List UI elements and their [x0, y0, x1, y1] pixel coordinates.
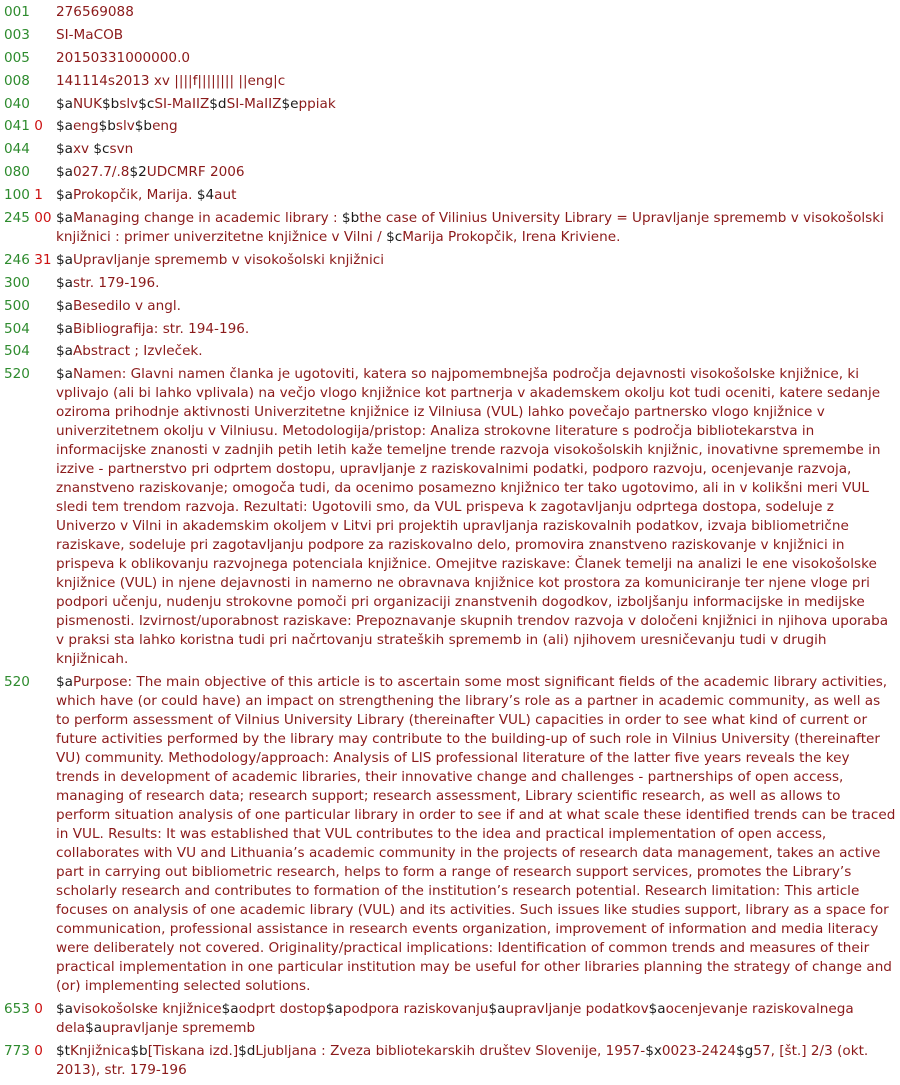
field-tag-number: 100: [4, 187, 30, 204]
subfield-code: $4: [196, 187, 215, 204]
field-value: [56, 186, 900, 205]
subfield-code: $a: [56, 366, 73, 383]
field-tag-number: 504: [4, 320, 30, 337]
field-tag: [0, 117, 56, 136]
subfield-code: $a: [56, 141, 73, 158]
field-value: [56, 274, 900, 293]
subfield-code: $a: [56, 210, 73, 227]
field-tag-number: 500: [4, 297, 30, 314]
subfield-code: $b: [134, 118, 153, 135]
subfield-code: $a: [56, 320, 73, 337]
marc-field-row: [0, 26, 900, 45]
subfield-code: $a: [56, 95, 73, 112]
subfield-text: svn: [109, 141, 134, 158]
subfield-code: $a: [648, 1001, 666, 1018]
field-tag: [0, 163, 56, 182]
subfield-text: visokošolske knjižnice: [72, 1001, 222, 1018]
marc-field-row: [0, 49, 900, 68]
field-tag: [0, 365, 56, 384]
subfield-code: $a: [56, 251, 73, 268]
marc-field-row: [0, 72, 900, 91]
field-indicators: 1: [29, 187, 43, 204]
subfield-code: $a: [56, 274, 73, 291]
field-value: [56, 95, 900, 114]
field-tag-number: 080: [4, 164, 30, 181]
field-tag-number: 246: [4, 251, 30, 268]
subfield-code: $a: [488, 1001, 506, 1018]
field-tag-number: 044: [4, 141, 30, 158]
subfield-text: Abstract ; Izvleček.: [72, 343, 203, 360]
field-value: [56, 1042, 900, 1080]
subfield-code: $a: [325, 1001, 343, 1018]
field-tag-number: 041: [4, 118, 30, 135]
subfield-code: $a: [56, 297, 73, 314]
field-tag: [0, 209, 56, 228]
subfield-code: $2: [129, 164, 147, 181]
subfield-text: ocenjevanje raziskovalnega dela: [56, 1001, 854, 1037]
marc-field-row: [0, 3, 900, 22]
subfield-code: $e: [281, 95, 299, 112]
field-value: [56, 320, 900, 339]
marc-field-row: [0, 251, 900, 270]
field-indicators: 0: [29, 1043, 43, 1060]
field-tag-number: 300: [4, 274, 30, 291]
subfield-text: 276569088: [56, 4, 134, 20]
subfield-text: 027.7/.8: [72, 164, 130, 181]
marc-field-row: [0, 140, 900, 159]
field-value: [56, 3, 900, 22]
subfield-text: SI-MaCOB: [56, 26, 124, 43]
subfield-text: upravljanje sprememb: [102, 1020, 256, 1037]
field-value: [56, 365, 900, 669]
field-tag-number: 520: [4, 366, 30, 383]
subfield-code: $c: [138, 95, 155, 112]
field-tag: [0, 49, 56, 68]
subfield-text: the case of Vilinius University Library = Upravljanje sprememb v visokošolski knjižnici : primer univerzitetne knjižnice v Vilni /: [56, 210, 884, 246]
subfield-text: Besedilo v angl.: [72, 297, 181, 314]
subfield-code: $a: [56, 343, 73, 360]
marc-field-row: [0, 342, 900, 361]
subfield-text: aut: [214, 187, 237, 204]
field-tag: [0, 297, 56, 316]
field-tag: [0, 72, 56, 91]
field-indicators: 31: [29, 251, 52, 268]
subfield-text: xv: [72, 141, 94, 158]
field-tag-number: 504: [4, 343, 30, 360]
field-value: [56, 140, 900, 159]
subfield-code: $b: [98, 118, 116, 135]
subfield-code: $b: [102, 95, 120, 112]
field-value: [56, 673, 900, 996]
marc-field-row: [0, 117, 900, 136]
subfield-text: 57, [št.] 2/3 (okt. 2013), str. 179-196: [56, 1043, 869, 1079]
subfield-code: $a: [221, 1001, 239, 1018]
marc-field-row: [0, 297, 900, 316]
subfield-text: 0023-2424: [661, 1043, 736, 1060]
subfield-text: podpora raziskovanju: [342, 1001, 489, 1018]
marc-field-row: [0, 365, 900, 669]
subfield-code: $g: [736, 1043, 754, 1060]
field-tag: [0, 140, 56, 159]
field-tag: [0, 26, 56, 45]
subfield-text: eng: [72, 118, 99, 135]
field-tag: [0, 251, 56, 270]
field-tag: [0, 1000, 56, 1019]
subfield-code: $b: [341, 210, 360, 227]
field-indicators: 0: [29, 118, 43, 135]
field-tag-number: 003: [4, 26, 30, 43]
field-tag-number: 001: [4, 4, 30, 20]
subfield-text: UDCMRF 2006: [146, 164, 245, 181]
field-tag: [0, 186, 56, 205]
field-tag-number: 773: [4, 1043, 30, 1060]
field-tag-number: 008: [4, 72, 30, 89]
subfield-text: Prokopčik, Marija.: [72, 187, 197, 204]
field-indicators: 00: [29, 210, 52, 227]
subfield-text: NUK: [72, 95, 103, 112]
subfield-text: Bibliografija: str. 194-196.: [72, 320, 250, 337]
subfield-code: $a: [85, 1020, 103, 1037]
subfield-text: Marija Prokopčik, Irena Kriviene.: [402, 229, 621, 246]
subfield-text: [Tiskana izd.]: [147, 1043, 239, 1060]
subfield-text: SI-MaIIZ: [154, 95, 210, 112]
subfield-code: $d: [238, 1043, 256, 1060]
subfield-text: 20150331000000.0: [56, 49, 191, 66]
field-value: [56, 251, 900, 270]
field-tag: [0, 95, 56, 114]
field-value: [56, 49, 900, 68]
field-tag: [0, 320, 56, 339]
subfield-text: SI-MaIIZ: [226, 95, 282, 112]
subfield-text: Knjižnica: [69, 1043, 131, 1060]
field-value: [56, 26, 900, 45]
marc-field-row: [0, 274, 900, 293]
subfield-code: $d: [209, 95, 227, 112]
field-tag-number: 520: [4, 674, 30, 691]
subfield-code: $c: [93, 141, 110, 158]
subfield-text: odprt dostop: [238, 1001, 326, 1018]
field-tag-number: 245: [4, 210, 30, 227]
subfield-text: slv: [115, 118, 135, 135]
subfield-text: slv: [119, 95, 139, 112]
subfield-code: $a: [56, 118, 73, 135]
subfield-text: Ljubljana : Zveza bibliotekarskih društev Slovenije, 1957-: [255, 1043, 646, 1060]
subfield-code: $t: [56, 1043, 70, 1060]
marc-field-row: [0, 186, 900, 205]
subfield-text: Upravljanje sprememb v visokošolski knjižnici: [72, 251, 384, 268]
field-value: [56, 209, 900, 247]
field-tag-number: 653: [4, 1001, 30, 1018]
subfield-text: ppiak: [298, 95, 336, 112]
subfield-text: eng: [152, 118, 178, 135]
marc-field-row: [0, 1042, 900, 1080]
field-value: [56, 297, 900, 316]
subfield-text: str. 179-196.: [72, 274, 160, 291]
field-value: [56, 342, 900, 361]
marc-field-row: [0, 1000, 900, 1038]
subfield-code: $x: [645, 1043, 662, 1060]
marc-field-row: [0, 209, 900, 247]
marc-field-row: [0, 95, 900, 114]
subfield-text: Purpose: The main objective of this article is to ascertain some most significant fields of the academic library activities, which have (or could have) an impact on strengthening the library’s role as a partner in academic community, as well as to perform assessment of Vilnius University Library (thereinafter VUL) capacities in order to see what kind of current or future activities performed by the library may contribute to the building-up of such role in Vilnius University (thereinafter VU) community. Methodology/approach: Analysis of LIS professional literature of the latter five years reveals the key trends in development of academic libraries, their innovative change and challenges - partnerships of open access, managing of research data; research support; research assessment, Library scientific research, as well as allows to perform situation analysis of one particular library in order to see if and at what scale these identified trends can be traced in VUL. Results: It was established that VUL contributes to the idea and practical implementation of open access, collaborates with VU and Lithuania’s academic community in the projects of research data management, takes an active part in carrying out bibliometric research, helps to form a range of research support services, promotes the Library’s scholarly research and contributes to formation of the institution’s research potential. Research limitation: This article focuses on analysis of one academic library (VUL) and its activities. Such issues like studies support, library as a space for communication, professional assistance in research events organization, improvement of information and media literacy were deliberately not covered. Originality/practical implications: Identification of common trends and measures of their practical implementation in one particular institution may be useful for other libraries planning the strategy of change and (or) implementing selected solutions.: [56, 674, 896, 995]
field-value: [56, 117, 900, 136]
marc-field-row: [0, 673, 900, 996]
subfield-text: 141114s2013 xv ||||f|||||||| ||eng|c: [56, 72, 286, 89]
field-tag: [0, 673, 56, 692]
field-value: [56, 72, 900, 91]
marc-field-row: [0, 320, 900, 339]
subfield-code: $c: [386, 229, 403, 246]
subfield-code: $a: [56, 187, 73, 204]
subfield-code: $b: [130, 1043, 148, 1060]
marc-field-row: [0, 163, 900, 182]
field-tag: [0, 274, 56, 293]
subfield-text: upravljanje podatkov: [505, 1001, 649, 1018]
field-tag-number: 005: [4, 49, 30, 66]
field-indicators: 0: [29, 1001, 43, 1018]
field-tag: [0, 3, 56, 22]
subfield-text: Namen: Glavni namen članka je ugotoviti, katera so najpomembnejša področja dejavnosti visokošolske knjižnice, ki vplivajo (ali bi lahko vplivala) na večjo vlogo knjižnice kot partnerja v akademskem okolju kot tudi oceniti, katere sedanje oziroma prihodnje aktivnosti Univerzitetne knjižnice iz Vilniusa (VUL) lahko povečajo partnersko vlogo knjižnice v univerzitetnem okolju v Vilniusu. Metodologija/pristop: Analiza strokovne literature s področja bibliotekarstva in informacijske znanosti v zadnjih petih letih kaže temeljne trende razvoja visokošolskih knjižnic, inovativne spremembe in izzive - partnerstvo pri odprtem dostopu, upravljanje z raziskovalnimi podatki, podporo razvoju, ocenjevanje razvoja, znanstveno raziskovanje; omogoča tudi, da ocenimo posamezno knjižnico ter tako ugotovimo, ali in v kolikšni meri VUL sledi tem trendom razvoja. Rezultati: Ugotovili smo, da VUL prispeva k zagotavljanju odprtega dostopa, sodeluje z Univerzo v Vilni in akademskim okoljem v Litvi pri projektih upravljanja raziskovalnih podatkov, izvaja bibliometrične raziskave, sodeluje pri zagotavljanju podpore za raziskovalno delo, promovira znanstveno raziskovanje v knjižnici in prispeva k oblikovanju razvojnega potenciala knjižnice. Omejitve raziskave: Članek temelji na analizi le ene visokošolske knjižnice (VUL) in njene dejavnosti in namerno ne obravnava knjižnice kot prostora za komuniciranje ter njene vloge pri podpori učenju, nudenju strokovne pomoči pri organizaciji znanstvenih dogodkov, izboljšanju informacijske in medijske pismenosti. Izvirnost/uporabnost raziskave: Prepoznavanje skupnih trendov razvoja v določeni knjižnici in njihova uporaba v praksi sta lahko koristna tudi pri načrtovanju strateških sprememb in (ali) njihovem uresničevanju tudi v drugih knjižnicah.: [56, 366, 889, 668]
field-value: [56, 1000, 900, 1038]
field-value: [56, 163, 900, 182]
subfield-code: $a: [56, 1001, 73, 1018]
field-tag-number: 040: [4, 95, 30, 112]
subfield-code: $a: [56, 674, 73, 691]
subfield-text: Managing change in academic library :: [72, 210, 342, 227]
field-tag: [0, 342, 56, 361]
field-tag: [0, 1042, 56, 1061]
subfield-code: $a: [56, 164, 73, 181]
